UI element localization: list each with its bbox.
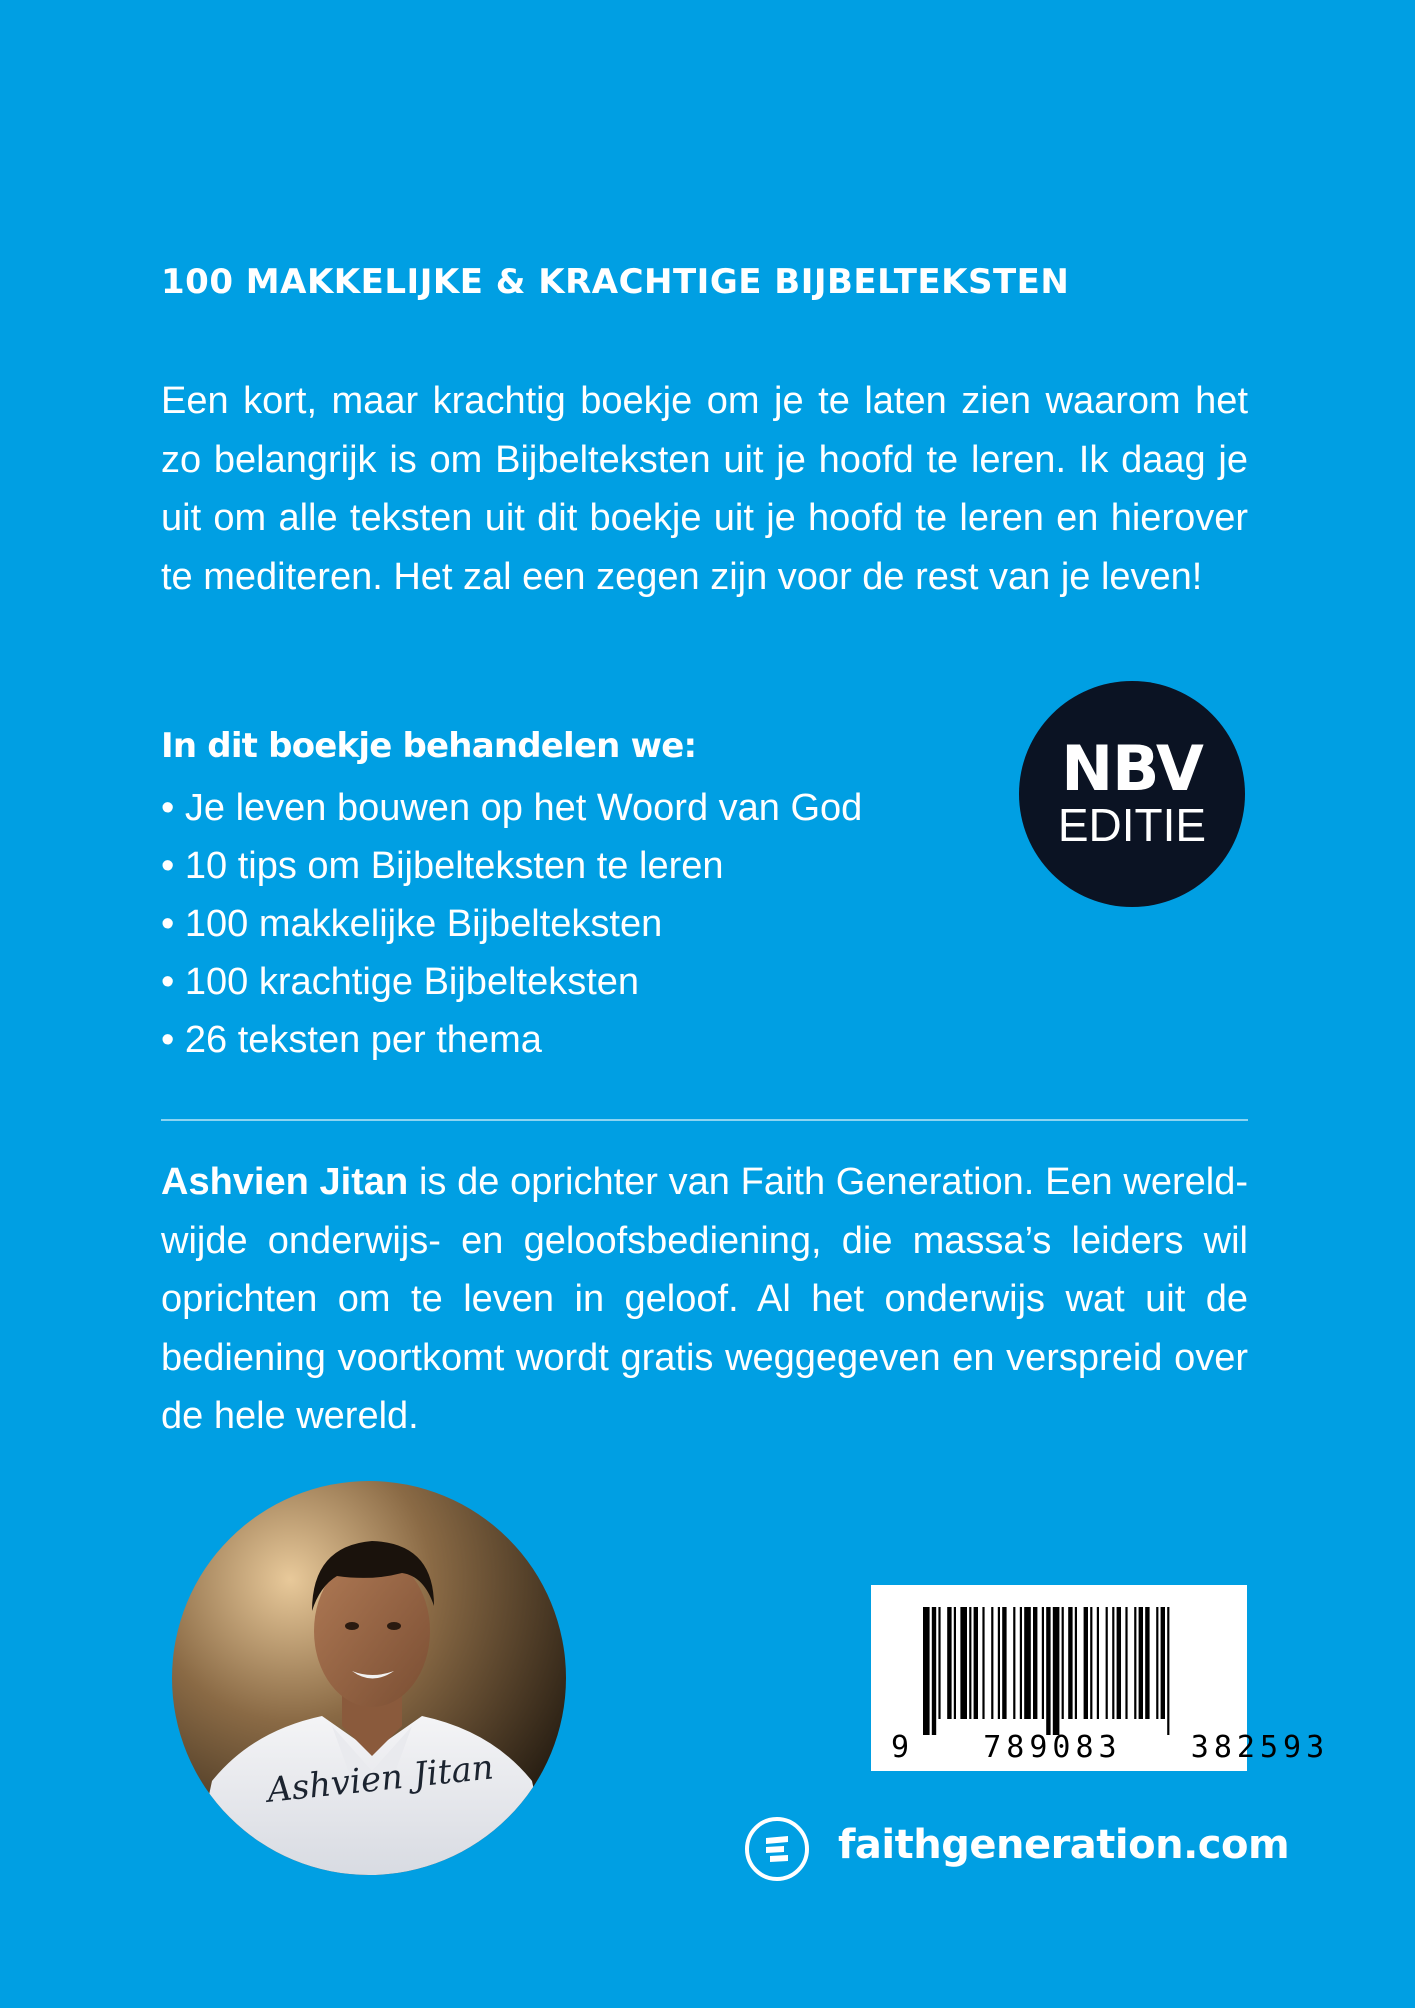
section-heading: 100 MAKKELIJKE & KRACHTIGE BIJBELTEKSTEN bbox=[161, 262, 1070, 302]
signature-overlay bbox=[172, 1481, 566, 1875]
barcode-bar bbox=[1068, 1607, 1072, 1719]
barcode-bar bbox=[923, 1607, 930, 1735]
faith-generation-logo-icon bbox=[744, 1816, 810, 1882]
barcode-bar bbox=[1013, 1607, 1015, 1719]
barcode-bar bbox=[938, 1607, 940, 1719]
barcode-bar bbox=[1002, 1607, 1006, 1719]
barcode-bar bbox=[1033, 1607, 1037, 1719]
list-item: • 100 makkelijke Bijbelteksten bbox=[161, 895, 862, 953]
list-item: • 10 tips om Bijbelteksten te leren bbox=[161, 837, 862, 895]
barcode-bar bbox=[974, 1607, 978, 1719]
barcode-bar bbox=[932, 1607, 936, 1735]
barcode-bar bbox=[954, 1607, 956, 1719]
list-item: • 100 krachtige Bijbelteksten bbox=[161, 953, 862, 1011]
barcode-bar bbox=[1042, 1607, 1044, 1719]
barcode-bar bbox=[1062, 1607, 1064, 1719]
barcode-bar bbox=[998, 1607, 1000, 1719]
topics-list bbox=[161, 779, 862, 1069]
barcode-bar bbox=[1117, 1607, 1121, 1719]
barcode-bar bbox=[1090, 1607, 1092, 1719]
isbn-number: 9 789083 382593 bbox=[891, 1730, 1330, 1765]
author-photo bbox=[172, 1481, 566, 1875]
barcode-bar bbox=[1084, 1607, 1088, 1719]
author-name: Ashvien Jitan bbox=[161, 1161, 409, 1203]
barcode-bar bbox=[1075, 1607, 1077, 1719]
nbv-edition-badge bbox=[1019, 681, 1245, 907]
barcode-bar bbox=[1020, 1607, 1022, 1719]
barcode-bar bbox=[947, 1607, 951, 1719]
list-item: • 26 teksten per thema bbox=[161, 1011, 862, 1069]
badge-title: NBV bbox=[1061, 732, 1203, 805]
barcode-bar bbox=[1097, 1607, 1099, 1719]
barcode-bar bbox=[1053, 1607, 1060, 1735]
divider bbox=[161, 1119, 1248, 1121]
barcode bbox=[871, 1585, 1330, 1771]
badge-subtitle: EDITIE bbox=[1057, 799, 1207, 851]
barcode-bar bbox=[1167, 1607, 1169, 1735]
list-item: • Je leven bouwen op het Woord van God bbox=[161, 779, 862, 837]
barcode-bar bbox=[1156, 1607, 1158, 1719]
barcode-bar bbox=[1024, 1607, 1031, 1719]
signature-text: Ashvien Jitan bbox=[265, 1747, 496, 1811]
barcode-bar bbox=[1161, 1607, 1165, 1719]
barcode-bar bbox=[982, 1607, 984, 1719]
website-link[interactable]: faithgeneration.com bbox=[838, 1822, 1290, 1868]
author-bio-text: is de oprichter van Faith Generation. Een wereld-wijde onderwijs- en geloofsbediening, die massa’s leiders wil oprichten om te leven in geloof. Al het onderwijs wat uit de bediening voortkomt wordt gratis weggegeven en verspreid over de hele wereld. bbox=[161, 1161, 1248, 1437]
barcode-bar bbox=[1134, 1607, 1136, 1719]
barcode-bar bbox=[1125, 1607, 1127, 1719]
barcode-bar bbox=[1112, 1607, 1114, 1719]
barcode-bar bbox=[960, 1607, 967, 1719]
barcode-bar bbox=[1139, 1607, 1143, 1719]
barcode-bar bbox=[1145, 1607, 1149, 1719]
list-title: In dit boekje behandelen we: bbox=[161, 726, 697, 766]
intro-paragraph: Een kort, maar krachtig boekje om je te laten zien waarom het zo belangrijk is om Bijbelteksten uit je hoofd te leren. Ik daag je uit om alle teksten uit dit boekje uit je hoofd te leren en hierover te mediteren. Het zal een zegen zijn voor de rest van je leven! bbox=[161, 380, 1248, 598]
barcode-bar bbox=[969, 1607, 971, 1719]
barcode-bar bbox=[1106, 1607, 1108, 1719]
author-bio bbox=[161, 1153, 1248, 1446]
barcode-bar bbox=[991, 1607, 993, 1719]
barcode-bar bbox=[1046, 1607, 1050, 1735]
